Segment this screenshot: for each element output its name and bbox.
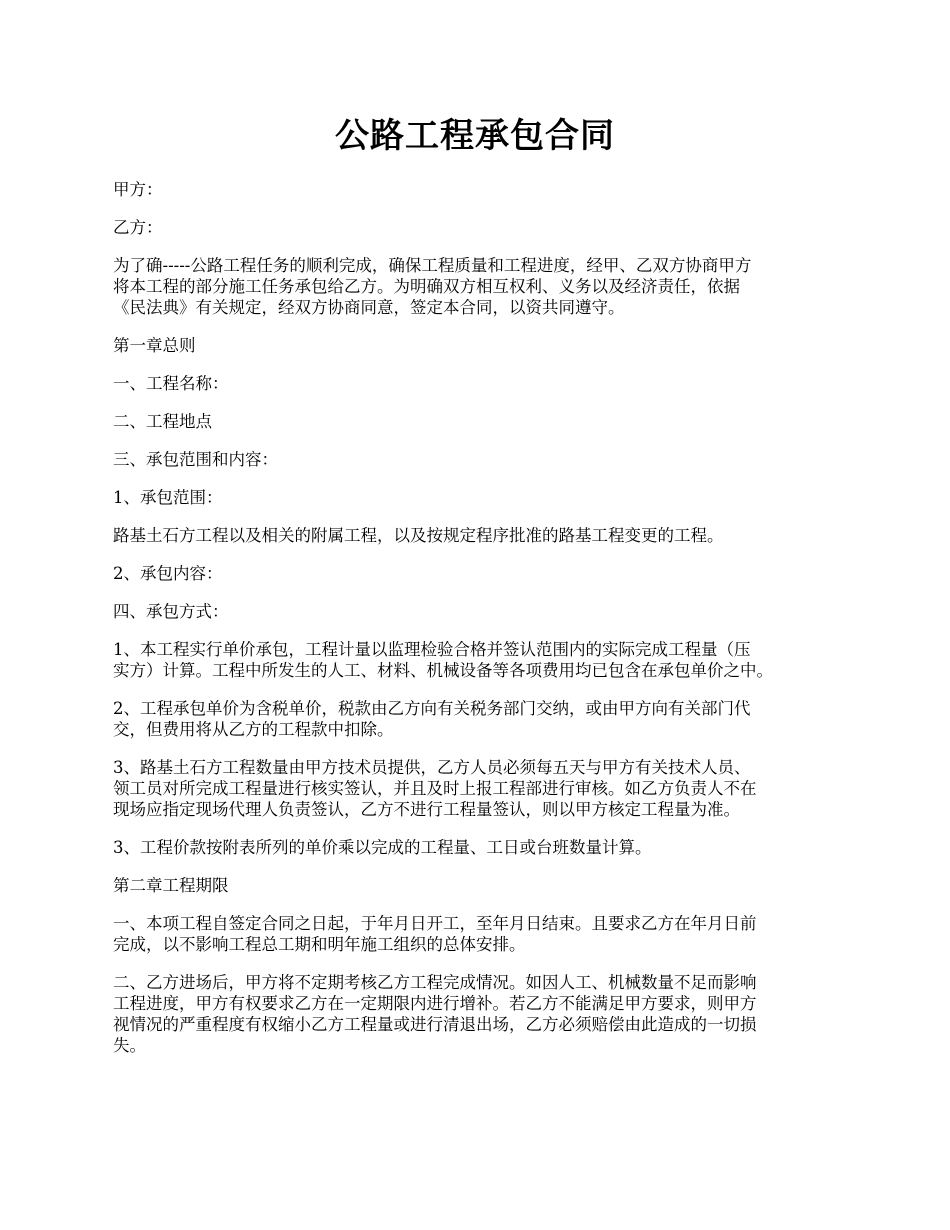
paragraph-line: 一、工程名称： <box>113 374 229 393</box>
paragraph <box>113 411 853 432</box>
paragraph-line: 1、本工程实行单价承包，工程计量以监理检验合格并签认范围内的实际完成工程量（压 <box>113 640 751 659</box>
paragraph-line: 1、承包范围： <box>113 488 223 507</box>
paragraph-line: 《民法典》有关规定，经双方协商同意，签定本合同，以资共同遵守。 <box>113 298 625 317</box>
paragraph <box>113 487 853 508</box>
paragraph <box>113 525 853 546</box>
paragraph-line: 实方）计算。工程中所发生的人工、材料、机械设备等各项费用均已包含在承包单价之中。 <box>113 661 773 680</box>
paragraph-line: 乙方： <box>113 218 163 237</box>
document-body <box>113 179 853 1073</box>
paragraph-line: 完成，以不影响工程总工期和明年施工组织的总体安排。 <box>113 935 526 954</box>
paragraph <box>113 179 853 200</box>
paragraph <box>113 217 853 238</box>
paragraph-line: 第二章工程期限 <box>113 876 229 895</box>
paragraph-line: 一、本项工程自签定合同之日起，于年月日开工，至年月日结束。且要求乙方在年月日前 <box>113 914 757 933</box>
paragraph <box>113 875 853 896</box>
paragraph <box>113 972 853 1056</box>
paragraph-line: 为了确-----公路工程任务的顺利完成，确保工程质量和工程进度，经甲、乙双方协商甲方 <box>113 256 752 275</box>
paragraph-line: 二、工程地点 <box>113 412 212 431</box>
paragraph <box>113 449 853 470</box>
paragraph-line: 第一章总则 <box>113 336 196 355</box>
paragraph-line: 现场应指定现场代理人负责签认，乙方不进行工程量签认，则以甲方核定工程量为准。 <box>113 800 740 819</box>
paragraph <box>113 335 853 356</box>
paragraph-line: 3、工程价款按附表所列的单价乘以完成的工程量、工日或台班数量计算。 <box>113 838 652 857</box>
paragraph-line: 三、承包范围和内容： <box>113 450 278 469</box>
paragraph-line: 工程进度，甲方有权要求乙方在一定期限内进行增补。若乙方不能满足甲方要求，则甲方 <box>113 994 757 1013</box>
paragraph-line: 甲方： <box>113 180 163 199</box>
paragraph <box>113 373 853 394</box>
paragraph-line: 视情况的严重程度有权缩小乙方工程量或进行清退出场，乙方必须赔偿由此造成的一切损 <box>113 1015 757 1034</box>
paragraph <box>113 255 853 318</box>
paragraph-line: 失。 <box>113 1036 146 1055</box>
paragraph <box>113 913 853 955</box>
paragraph-line: 2、承包内容： <box>113 564 223 583</box>
paragraph-line: 领工员对所完成工程量进行核实签认，并且及时上报工程部进行审核。如乙方负责人不在 <box>113 779 757 798</box>
paragraph-line: 二、乙方进场后，甲方将不定期考核乙方工程完成情况。如因人工、机械数量不足而影响 <box>113 973 757 992</box>
paragraph <box>113 601 853 622</box>
paragraph <box>113 757 853 820</box>
paragraph-line: 路基土石方工程以及相关的附属工程，以及按规定程序批准的路基工程变更的工程。 <box>113 526 724 545</box>
paragraph-line: 交，但费用将从乙方的工程款中扣除。 <box>113 720 394 739</box>
document-title: 公路工程承包合同 <box>335 116 615 156</box>
paragraph <box>113 698 853 740</box>
paragraph <box>113 837 853 858</box>
paragraph <box>113 563 853 584</box>
paragraph-line: 2、工程承包单价为含税单价，税款由乙方向有关税务部门交纳，或由甲方向有关部门代 <box>113 699 751 718</box>
paragraph-line: 3、路基土石方工程数量由甲方技术员提供，乙方人员必须每五天与甲方有关技术人员、 <box>113 758 751 777</box>
paragraph <box>113 639 853 681</box>
paragraph-line: 将本工程的部分施工任务承包给乙方。为明确双方相互权利、义务以及经济责任，依据 <box>113 277 740 296</box>
paragraph-line: 四、承包方式： <box>113 602 229 621</box>
